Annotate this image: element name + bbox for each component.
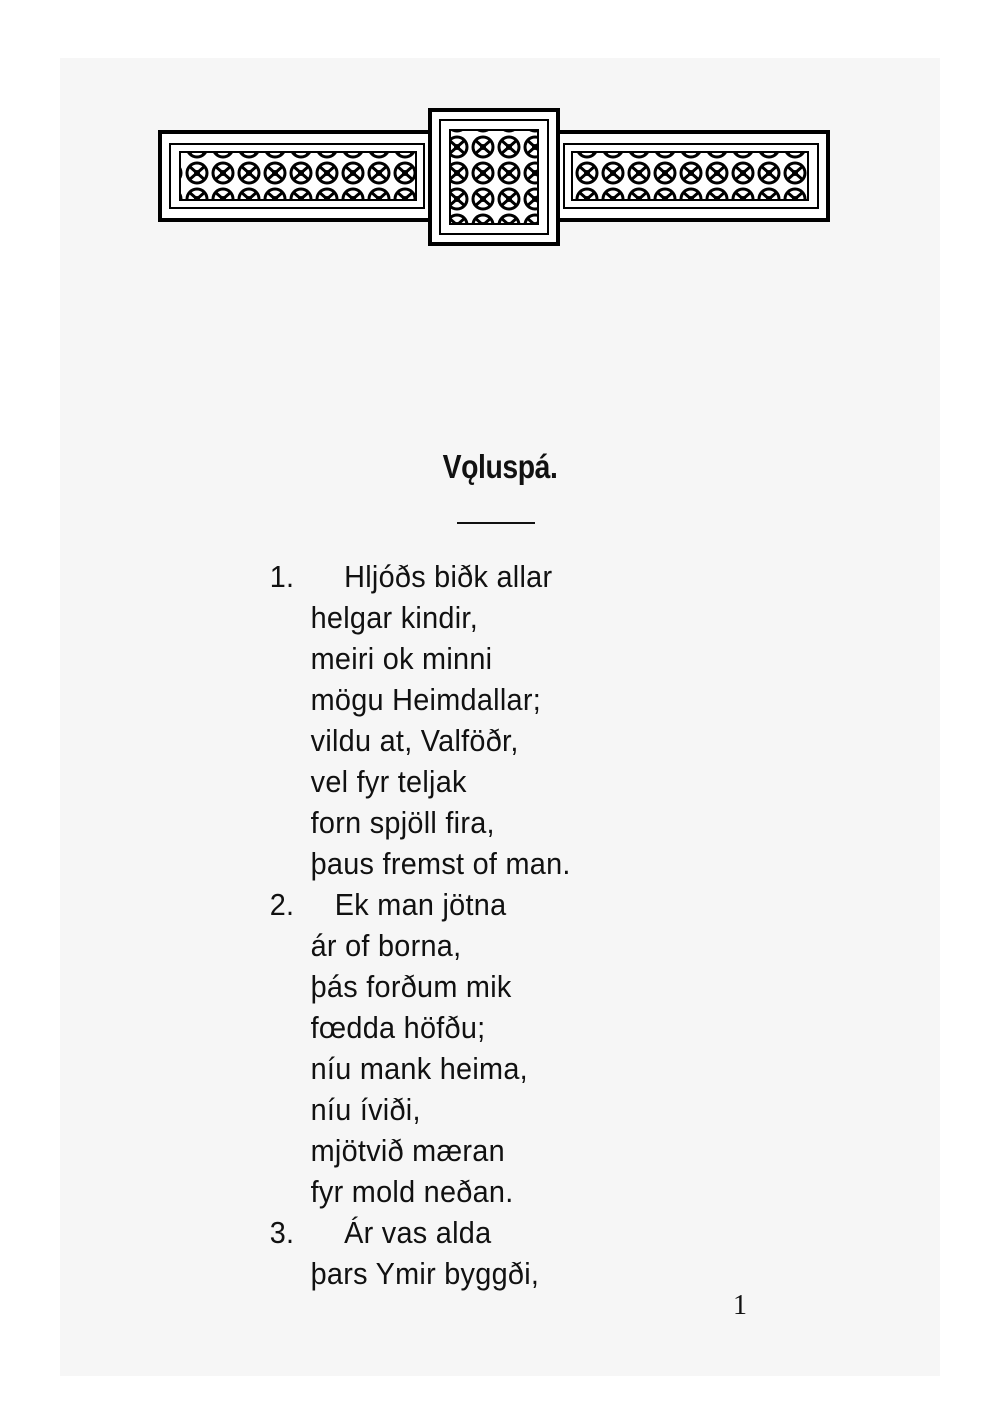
verse-line: vel fyr teljak bbox=[310, 764, 467, 799]
verse-line: þaus fremst of man. bbox=[310, 846, 571, 881]
verse-line: forn spjöll fira, bbox=[310, 805, 495, 840]
stanza-number: 3. bbox=[269, 1215, 295, 1250]
verse-line: mjötvið mæran bbox=[310, 1133, 505, 1168]
verse-line: ár of borna, bbox=[310, 928, 462, 963]
verse-line: fyr mold neðan. bbox=[310, 1174, 514, 1209]
stanza-number: 2. bbox=[269, 887, 295, 922]
verse-line: níu íviði, bbox=[310, 1092, 421, 1127]
verse-line: helgar kindir, bbox=[310, 600, 478, 635]
verse-line: Hljóðs biðk allar bbox=[344, 559, 553, 594]
title-divider bbox=[457, 522, 535, 524]
page-number: 1 bbox=[733, 1290, 747, 1321]
verse-line: þars Ymir byggði, bbox=[310, 1256, 540, 1291]
verse-line: fœdda höfðu; bbox=[310, 1010, 486, 1045]
verse-line: þás forðum mik bbox=[310, 969, 512, 1004]
verse-line: vildu at, Valföðr, bbox=[310, 723, 519, 758]
verse-line: Ek man jötna bbox=[334, 887, 507, 922]
verse-line: Ár vas alda bbox=[344, 1215, 492, 1250]
poem-title: Vǫluspá. bbox=[442, 448, 558, 485]
decorative-header-band bbox=[158, 108, 830, 246]
verse-line: mögu Heimdallar; bbox=[310, 682, 542, 717]
verse-line: meiri ok minni bbox=[310, 641, 493, 676]
verse-line: níu mank heima, bbox=[310, 1051, 528, 1086]
stanza-number: 1. bbox=[269, 559, 295, 594]
